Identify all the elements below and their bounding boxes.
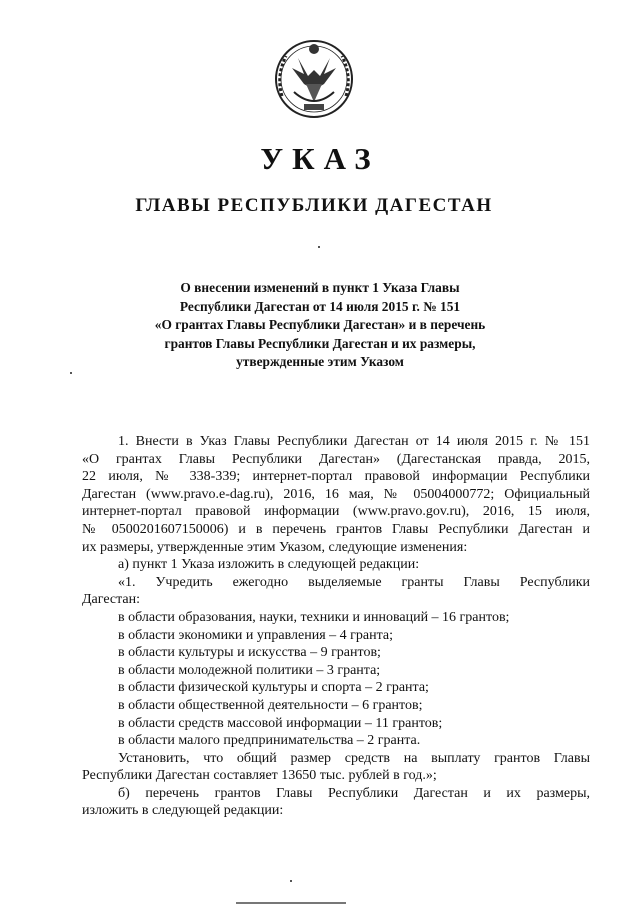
text-line: изложить в следующей редакции:: [82, 803, 284, 819]
decree-heading: [90, 279, 550, 372]
scan-speck: [70, 372, 72, 374]
text-line: Дагестан:: [82, 592, 140, 608]
grants-list: [82, 609, 590, 750]
grant-item: в области физической культуры и спорта – 2 гранта;: [118, 680, 429, 696]
heading-line: «О грантах Главы Республики Дагестан» и в перечень: [154, 317, 486, 332]
paragraph-1: [82, 433, 590, 556]
text-line: их размеры, утвержденные этим Указом, следующие изменения:: [82, 539, 468, 555]
scan-edge-line: [236, 902, 346, 904]
text-line: «О грантах Главы Республики Дагестан» (Дагестанская правда, 2015,: [82, 451, 590, 467]
text-line: Республики Дагестан составляет 13650 тыс. рублей в год.»;: [82, 768, 437, 784]
grant-item: в области молодежной политики – 3 гранта;: [118, 662, 381, 678]
document-title: УКАЗ: [260, 141, 380, 176]
text-line: Установить, что общий размер средств на выплату грантов Главы: [118, 750, 590, 766]
grant-item: в области экономики и управления – 4 гранта;: [118, 627, 393, 643]
text-line: «1. Учредить ежегодно выделяемые гранты Главы Республики: [118, 574, 590, 590]
grant-item: в области малого предпринимательства – 2 гранта.: [118, 733, 421, 749]
scan-speck: [290, 880, 292, 882]
heading-line: грантов Главы Республики Дагестан и их размеры,: [164, 335, 476, 351]
grant-item: в области общественной деятельности – 6 грантов;: [118, 697, 423, 713]
decree-body: [82, 433, 590, 820]
heading-line: Республики Дагестан от 14 июля 2015 г. № 151: [179, 298, 461, 314]
grant-item: в области культуры и искусства – 9 грантов;: [118, 645, 381, 661]
grant-item: в области средств массовой информации – 11 грантов;: [118, 715, 443, 731]
text-line: б) перечень грантов Главы Республики Дагестан и их размеры,: [118, 785, 590, 801]
scan-speck: [318, 246, 320, 248]
paragraph-2: а) пункт 1 Указа изложить в следующей редакции:: [118, 557, 420, 573]
dagestan-coat-of-arms-icon: [268, 36, 360, 122]
heading-line: О внесении изменений в пункт 1 Указа Главы: [180, 280, 460, 295]
text-line: 1. Внести в Указ Главы Республики Дагестан от 14 июля 2015 г. № 151: [118, 434, 590, 449]
heading-line: утвержденные этим Указом: [236, 354, 404, 369]
document-subtitle: ГЛАВЫ РЕСПУБЛИКИ ДАГЕСТАН: [135, 195, 493, 216]
text-line: Дагестан (www.pravo.e-dag.ru), 2016, 16 мая, № 05004000772; Официальный: [82, 486, 590, 502]
paragraph-3: [82, 574, 590, 609]
text-line: № 0500201607150006) и в перечень грантов Главы Республики Дагестан и: [82, 521, 590, 537]
text-line: интернет-портал правовой информации (www.pravo.gov.ru), 2016, 15 июля,: [82, 504, 590, 520]
text-line: 22 июля, № 338-339; интернет-портал правовой информации Республики: [82, 469, 590, 485]
paragraph-5: [82, 785, 590, 820]
paragraph-4: [82, 750, 590, 785]
grant-item: в области образования, науки, техники и инноваций – 16 грантов;: [118, 609, 510, 625]
